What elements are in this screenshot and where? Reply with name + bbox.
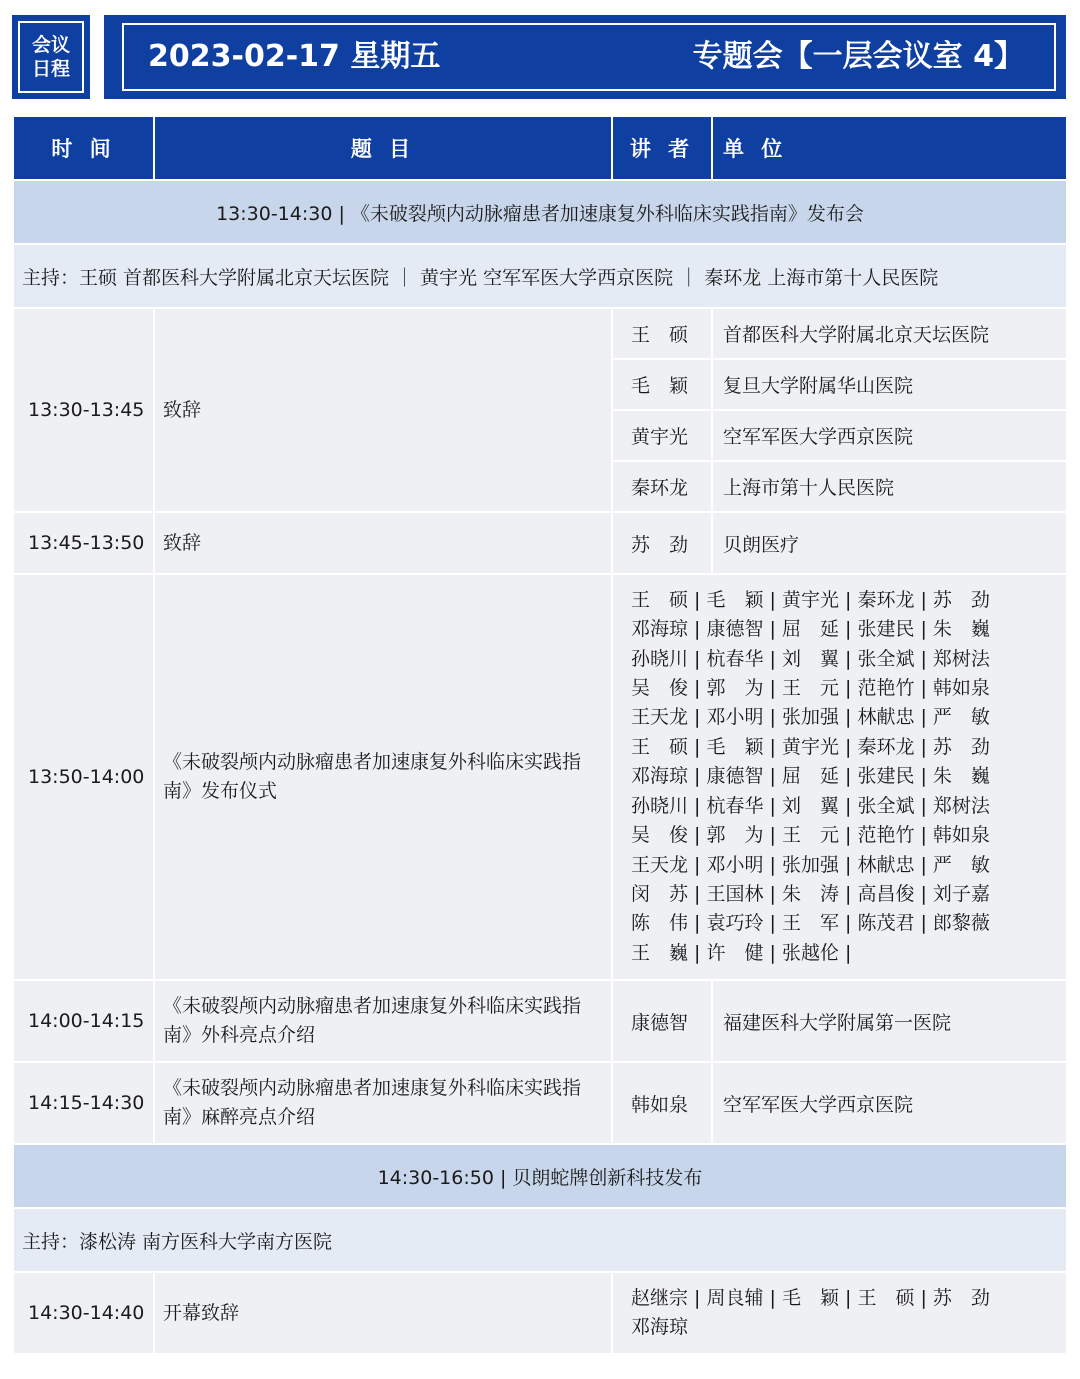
- speaker-org: 空军军医大学西京医院: [712, 411, 1066, 460]
- title-bar: [104, 15, 1066, 99]
- row-time: 13:45-13:50: [14, 513, 154, 573]
- agenda-tag: [12, 15, 90, 99]
- table-row: [14, 513, 1066, 573]
- row-time: 13:30-13:45: [14, 309, 154, 511]
- names-line: 王 硕 | 毛 颖 | 黄宇光 | 秦环龙 | 苏 劲: [631, 588, 990, 611]
- names-line: 赵继宗 | 周良辅 | 毛 颖 | 王 硕 | 苏 劲: [631, 1286, 990, 1309]
- speaker-name: 秦环龙: [612, 462, 712, 511]
- row-topic: 《未破裂颅内动脉瘤患者加速康复外科临床实践指南》外科亮点介绍: [154, 981, 612, 1061]
- names-line: 孙晓川 | 杭春华 | 刘 翼 | 张全斌 | 郑树法: [631, 647, 990, 670]
- speaker-name: 毛 颖: [612, 360, 712, 409]
- agenda-tag-frame: [18, 21, 84, 93]
- names-line: 王天龙 | 邓小明 | 张加强 | 林献忠 | 严 敏: [631, 706, 990, 729]
- row-time: 14:15-14:30: [14, 1063, 154, 1143]
- participant-names: [612, 1273, 1066, 1353]
- speaker-name: 康德智: [612, 981, 712, 1061]
- row-topic: 致辞: [154, 513, 612, 573]
- speaker-org: 上海市第十人民医院: [712, 462, 1066, 511]
- table-header-row: [14, 117, 1066, 179]
- names-line: 邓海琼 | 康德智 | 屈 延 | 张建民 | 朱 巍: [631, 618, 990, 641]
- agenda-table: [14, 117, 1066, 1353]
- session-date: 2023-02-17 星期五: [148, 39, 441, 74]
- section-title: 14:30-16:50 | 贝朗蛇牌创新科技发布: [14, 1145, 1066, 1207]
- names-line: 王 硕 | 毛 颖 | 黄宇光 | 秦环龙 | 苏 劲: [631, 735, 990, 758]
- names-line: 王 巍 | 许 健 | 张越伦 |: [631, 941, 852, 964]
- speaker-org: 空军军医大学西京医院: [712, 1063, 1066, 1143]
- row-topic: 开幕致辞: [154, 1273, 612, 1353]
- table-row: [14, 309, 1066, 358]
- speaker-name: 韩如泉: [612, 1063, 712, 1143]
- row-topic: 《未破裂颅内动脉瘤患者加速康复外科临床实践指南》麻醉亮点介绍: [154, 1063, 612, 1143]
- col-header-time: 时 间: [14, 117, 154, 179]
- row-time: 14:00-14:15: [14, 981, 154, 1061]
- names-line: 陈 伟 | 袁巧玲 | 王 军 | 陈茂君 | 郎黎薇: [631, 912, 990, 935]
- speaker-name: 王 硕: [612, 309, 712, 358]
- row-topic: 《未破裂颅内动脉瘤患者加速康复外科临床实践指南》发布仪式: [154, 575, 612, 979]
- host-text: 主持：漆松涛 南方医科大学南方医院: [14, 1209, 1066, 1271]
- names-line: 闵 苏 | 王国林 | 朱 涛 | 高昌俊 | 刘子嘉: [631, 882, 990, 905]
- title-frame: [122, 23, 1056, 91]
- host-row: [14, 1209, 1066, 1271]
- speaker-org: 首都医科大学附属北京天坛医院: [712, 309, 1066, 358]
- speaker-org: 复旦大学附属华山医院: [712, 360, 1066, 409]
- agenda-tag-line2: 日程: [31, 58, 70, 80]
- names-line: 邓海琼: [631, 1316, 689, 1338]
- table-row: [14, 1063, 1066, 1143]
- names-line: 孙晓川 | 杭春华 | 刘 翼 | 张全斌 | 郑树法: [631, 794, 990, 817]
- section-title-row: [14, 181, 1066, 243]
- agenda-tag-line1: 会议: [31, 34, 70, 56]
- speaker-org: 贝朗医疗: [712, 513, 1066, 573]
- speaker-name: 黄宇光: [612, 411, 712, 460]
- host-row: [14, 245, 1066, 307]
- names-line: 王天龙 | 邓小明 | 张加强 | 林献忠 | 严 敏: [631, 853, 990, 876]
- speaker-org: 福建医科大学附属第一医院: [712, 981, 1066, 1061]
- names-line: 邓海琼 | 康德智 | 屈 延 | 张建民 | 朱 巍: [631, 765, 990, 788]
- col-header-speaker: 讲 者: [612, 117, 712, 179]
- table-row: [14, 981, 1066, 1061]
- row-topic: 致辞: [154, 309, 612, 511]
- names-line: 吴 俊 | 郭 为 | 王 元 | 范艳竹 | 韩如泉: [631, 677, 990, 700]
- session-venue: 专题会【一层会议室 4】: [692, 39, 1024, 74]
- row-time: 14:30-14:40: [14, 1273, 154, 1353]
- names-line: 吴 俊 | 郭 为 | 王 元 | 范艳竹 | 韩如泉: [631, 824, 990, 847]
- col-header-topic: 题 目: [154, 117, 612, 179]
- speaker-name: 苏 劲: [612, 513, 712, 573]
- section-title: 13:30-14:30 | 《未破裂颅内动脉瘤患者加速康复外科临床实践指南》发布会: [14, 181, 1066, 243]
- table-row: [14, 1273, 1066, 1353]
- table-row: [14, 575, 1066, 979]
- col-header-org: 单 位: [712, 117, 1066, 179]
- participant-names: [612, 575, 1066, 979]
- host-text: 主持：王硕 首都医科大学附属北京天坛医院 ｜ 黄宇光 空军军医大学西京医院 ｜ 秦环龙 上海市第十人民医院: [14, 245, 1066, 307]
- row-time: 13:50-14:00: [14, 575, 154, 979]
- section-title-row: [14, 1145, 1066, 1207]
